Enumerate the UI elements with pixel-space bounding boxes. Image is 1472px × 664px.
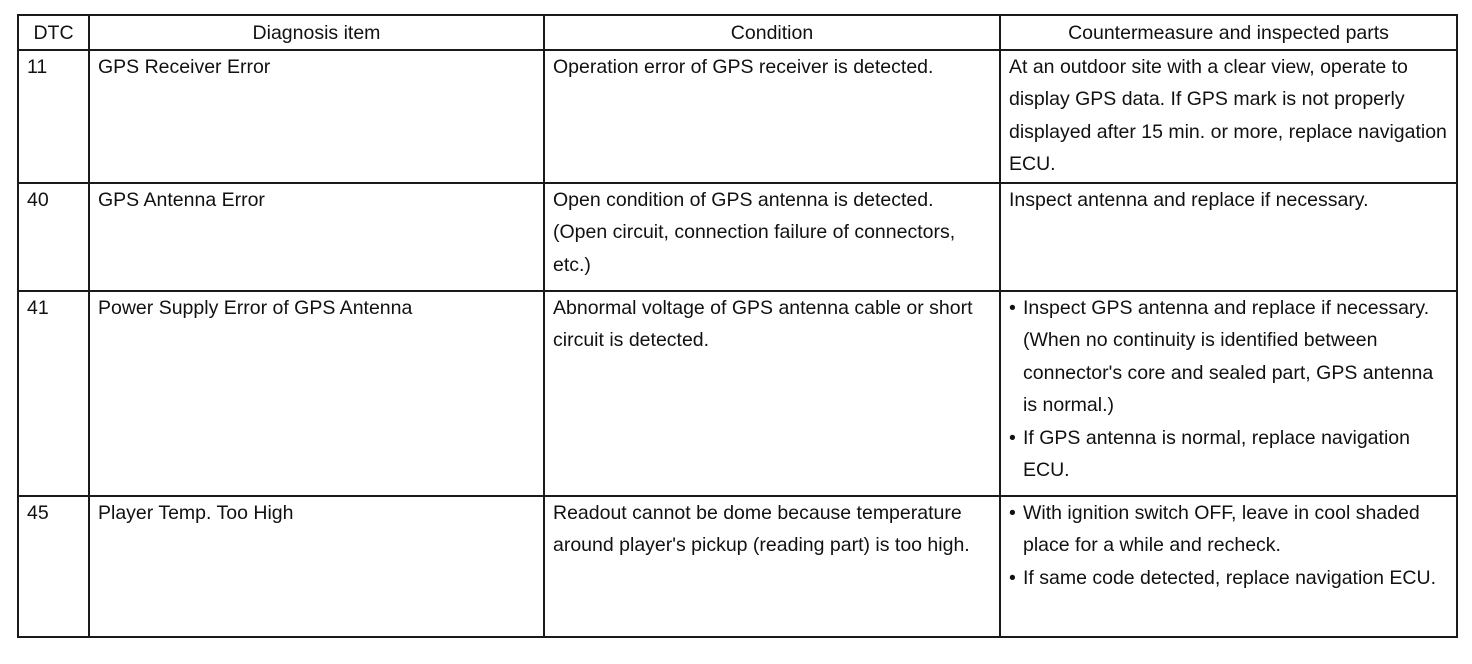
countermeasure-bullet: • With ignition switch OFF, leave in cool shaded place for a while and recheck. bbox=[1009, 497, 1450, 562]
diagnosis-item-cell: GPS Antenna Error bbox=[89, 183, 544, 291]
countermeasure-bullet: • If GPS antenna is normal, replace navigation ECU. bbox=[1009, 422, 1450, 487]
header-dtc: DTC bbox=[18, 15, 89, 50]
table-row bbox=[18, 496, 1457, 637]
dtc-code-cell: 41 bbox=[18, 291, 89, 496]
countermeasure-bullet: • Inspect GPS antenna and replace if necessary. (When no continuity is identified between connector's core and sealed part, GPS antenna is normal.) bbox=[1009, 292, 1450, 422]
header-diagnosis-item: Diagnosis item bbox=[89, 15, 544, 50]
dtc-code-cell: 40 bbox=[18, 183, 89, 291]
table-row bbox=[18, 183, 1457, 291]
condition-cell: Operation error of GPS receiver is detected. bbox=[544, 50, 1000, 183]
countermeasure-bullet-list bbox=[1009, 292, 1450, 486]
condition-cell: Open condition of GPS antenna is detected. (Open circuit, connection failure of connectors, etc.) bbox=[544, 183, 1000, 291]
table-row bbox=[18, 291, 1457, 496]
dtc-table bbox=[17, 14, 1458, 638]
countermeasure-cell: Inspect antenna and replace if necessary. bbox=[1000, 183, 1457, 291]
table-row bbox=[18, 50, 1457, 183]
countermeasure-bullet-list bbox=[1009, 497, 1450, 594]
diagnosis-item-cell: Power Supply Error of GPS Antenna bbox=[89, 291, 544, 496]
header-row bbox=[18, 15, 1457, 50]
countermeasure-bullet: • If same code detected, replace navigation ECU. bbox=[1009, 562, 1450, 594]
dtc-code-cell: 11 bbox=[18, 50, 89, 183]
condition-cell: Abnormal voltage of GPS antenna cable or short circuit is detected. bbox=[544, 291, 1000, 496]
countermeasure-cell bbox=[1000, 291, 1457, 496]
dtc-code-cell: 45 bbox=[18, 496, 89, 637]
countermeasure-cell: At an outdoor site with a clear view, operate to display GPS data. If GPS mark is not properly displayed after 15 min. or more, replace navigation ECU. bbox=[1000, 50, 1457, 183]
diagnosis-item-cell: GPS Receiver Error bbox=[89, 50, 544, 183]
condition-cell: Readout cannot be dome because temperature around player's pickup (reading part) is too high. bbox=[544, 496, 1000, 637]
countermeasure-cell bbox=[1000, 496, 1457, 637]
header-condition: Condition bbox=[544, 15, 1000, 50]
diagnosis-item-cell: Player Temp. Too High bbox=[89, 496, 544, 637]
header-countermeasure: Countermeasure and inspected parts bbox=[1000, 15, 1457, 50]
